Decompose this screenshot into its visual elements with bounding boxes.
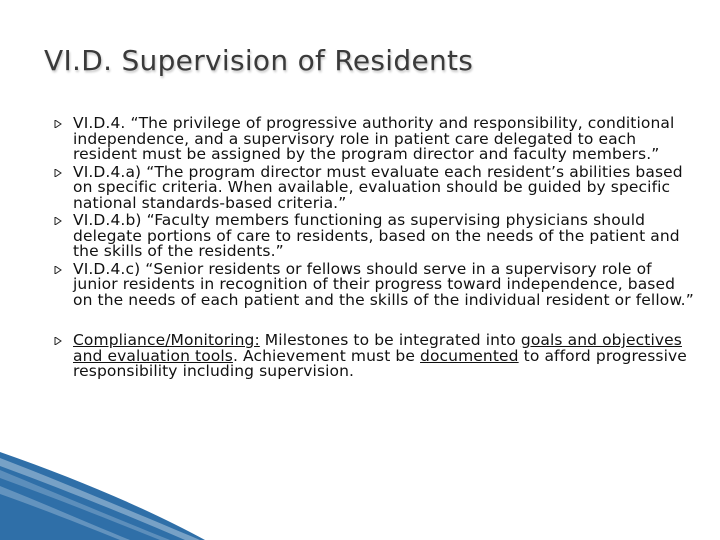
triangle-bullet-icon — [54, 169, 62, 177]
bullet-item — [54, 116, 694, 163]
bullet-text: VI.D.4.c) “Senior residents or fellows should serve in a supervisory role of junior residents in recognition of their progress toward independence, based on the needs of each patient and the skills of the individual resident or fellow.” — [73, 259, 694, 309]
bullet-list — [54, 116, 694, 380]
bullet-text: VI.D.4.a) “The program director must evaluate each resident’s abilities based on specific criteria. When available, evaluation should be guided by specific national standards-based criteria.” — [73, 162, 683, 212]
decorative-swoosh — [0, 440, 720, 540]
triangle-bullet-icon — [54, 266, 62, 274]
compliance-label: Compliance/Monitoring: — [73, 331, 260, 349]
bullet-item — [54, 259, 694, 309]
triangle-bullet-icon — [54, 337, 62, 345]
compliance-text: . Achievement must be — [232, 346, 421, 365]
bullet-text: VI.D.4.b) “Faculty members functioning as supervising physicians should delegate portions of care to residents, based on the needs of the patient and the skills of the residents.” — [73, 211, 680, 260]
bullet-item — [54, 162, 694, 212]
documented-link[interactable]: documented — [420, 346, 519, 365]
compliance-text: Milestones to be integrated into — [259, 331, 521, 349]
compliance-bullet — [54, 333, 694, 380]
bullet-text: VI.D.4. “The privilege of progressive authority and responsibility, conditional independence, and a supervisory role in patient care delegated to each resident must be assigned by the program director and faculty members.” — [73, 114, 675, 163]
triangle-bullet-icon — [54, 120, 62, 128]
goals-objectives-link[interactable]: goals and objectives and evaluation tools — [73, 331, 682, 365]
compliance-text: to afford progressive responsibility including supervision. — [73, 346, 687, 380]
slide-title: VI.D. Supervision of Residents — [44, 44, 474, 77]
bullet-item — [54, 213, 694, 260]
triangle-bullet-icon — [54, 217, 62, 225]
